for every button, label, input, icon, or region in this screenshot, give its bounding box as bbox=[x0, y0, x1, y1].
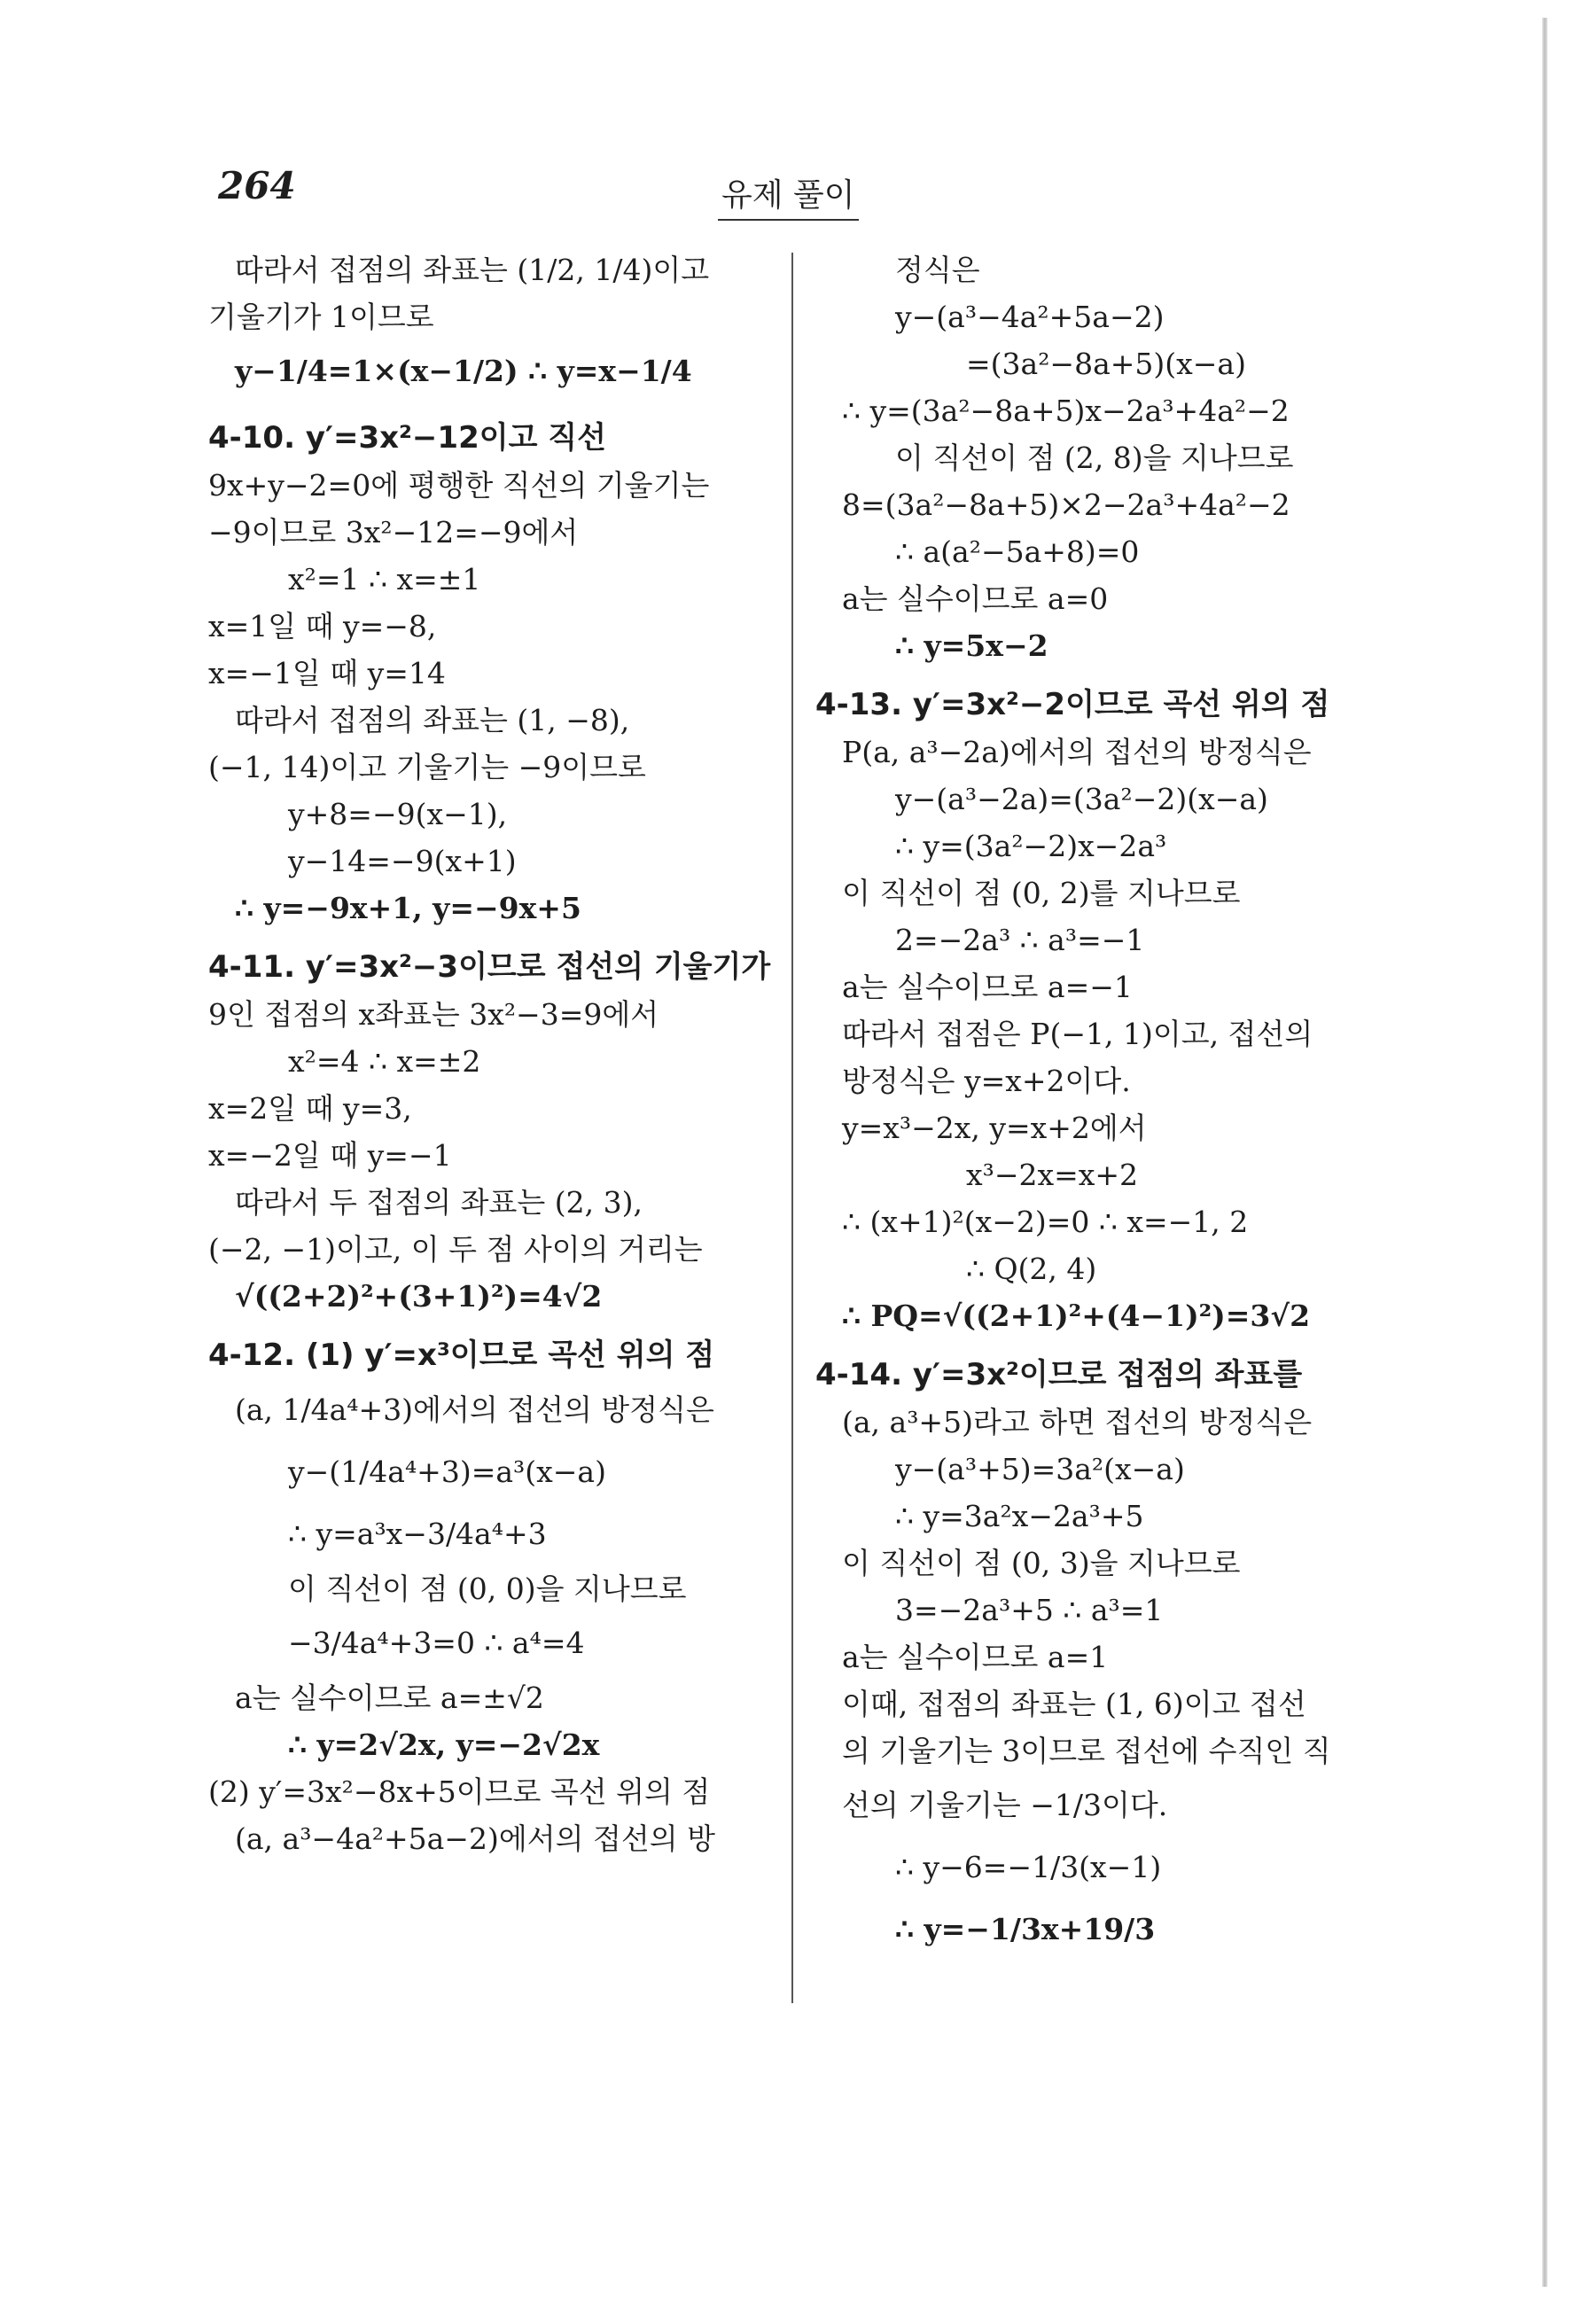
solution-line: ∴ y=3a²x−2a³+5 bbox=[895, 1499, 1144, 1533]
solution-line: x=2일 때 y=3, bbox=[208, 1091, 412, 1126]
problem-heading: 4-13. y′=3x²−2이므로 곡선 위의 점 bbox=[815, 687, 1330, 722]
problem-gap bbox=[208, 932, 776, 944]
solution-line: 선의 기울기는 −1/3이다. bbox=[842, 1788, 1168, 1822]
answer-line: y−1/4=1×(x−1/2) ∴ y=x−1/4 bbox=[235, 354, 692, 388]
problem-gap bbox=[815, 669, 1391, 682]
left-column bbox=[208, 246, 776, 1862]
solution-line: y−14=−9(x+1) bbox=[288, 844, 517, 878]
solution-line: 8=(3a²−8a+5)×2−2a³+4a²−2 bbox=[842, 487, 1290, 522]
solution-line: (2) y′=3x²−8x+5이므로 곡선 위의 점 bbox=[208, 1774, 711, 1809]
solution-line: 정식은 bbox=[895, 253, 980, 287]
solution-line: (a, 1/4a⁴+3)에서의 접선의 방정식은 bbox=[235, 1392, 714, 1427]
solution-line: 따라서 접점의 좌표는 (1/2, 1/4)이고 bbox=[235, 253, 710, 287]
solution-line: x=1일 때 y=−8, bbox=[208, 609, 437, 643]
solution-line: y=x³−2x, y=x+2에서 bbox=[842, 1111, 1147, 1145]
answer-line: ∴ y=−9x+1, y=−9x+5 bbox=[235, 891, 581, 925]
solution-line: 따라서 두 접점의 좌표는 (2, 3), bbox=[235, 1185, 643, 1220]
solution-line: 따라서 접점의 좌표는 (1, −8), bbox=[235, 703, 630, 737]
solution-line: 9인 접점의 x좌표는 3x²−3=9에서 bbox=[208, 997, 659, 1032]
solution-line: −3/4a⁴+3=0 ∴ a⁴=4 bbox=[288, 1626, 585, 1660]
solution-line: y+8=−9(x−1), bbox=[288, 797, 508, 831]
solution-line: 방정식은 y=x+2이다. bbox=[842, 1064, 1131, 1098]
solution-line: x²=4 ∴ x=±2 bbox=[288, 1044, 481, 1079]
answer-line: √((2+2)²+(3+1)²)=4√2 bbox=[235, 1279, 603, 1314]
right-column bbox=[815, 246, 1391, 1961]
answer-line: ∴ y=5x−2 bbox=[895, 628, 1048, 663]
solution-line: 9x+y−2=0에 평행한 직선의 기울기는 bbox=[208, 468, 710, 503]
solution-line: ∴ (x+1)²(x−2)=0 ∴ x=−1, 2 bbox=[842, 1205, 1249, 1239]
solution-line: y−(a³+5)=3a²(x−a) bbox=[895, 1452, 1185, 1486]
problem-heading: 4-11. y′=3x²−3이므로 접선의 기울기가 bbox=[208, 949, 771, 985]
column-divider bbox=[791, 253, 793, 2003]
solution-line: y−(a³−2a)=(3a²−2)(x−a) bbox=[895, 782, 1268, 816]
solution-line: ∴ y=a³x−3/4a⁴+3 bbox=[288, 1517, 547, 1551]
page-edge-shadow bbox=[1542, 18, 1547, 2287]
solution-line: (a, a³+5)라고 하면 접선의 방정식은 bbox=[842, 1405, 1313, 1439]
problem-gap bbox=[208, 402, 776, 415]
solution-line: 의 기울기는 3이므로 접선에 수직인 직 bbox=[842, 1734, 1331, 1768]
solution-line: y−(a³−4a²+5a−2) bbox=[895, 300, 1165, 334]
solution-line: 이 직선이 점 (2, 8)을 지나므로 bbox=[895, 441, 1294, 475]
problem-heading: 4-14. y′=3x²이므로 접점의 좌표를 bbox=[815, 1357, 1303, 1392]
problem-gap bbox=[815, 1339, 1391, 1352]
solution-line: 이 직선이 점 (0, 3)을 지나므로 bbox=[842, 1546, 1241, 1580]
solution-line: 2=−2a³ ∴ a³=−1 bbox=[895, 923, 1145, 957]
solution-line: ∴ y−6=−1/3(x−1) bbox=[895, 1850, 1162, 1884]
solution-line: x=−2일 때 y=−1 bbox=[208, 1138, 452, 1173]
solution-line: x=−1일 때 y=14 bbox=[208, 656, 446, 690]
solution-line: 3=−2a³+5 ∴ a³=1 bbox=[895, 1593, 1164, 1627]
problem-heading: 4-12. (1) y′=x³이므로 곡선 위의 점 bbox=[208, 1337, 715, 1373]
answer-line: ∴ y=−1/3x+19/3 bbox=[895, 1912, 1156, 1946]
solution-line: (−2, −1)이고, 이 두 점 사이의 거리는 bbox=[208, 1232, 703, 1267]
solution-line: x³−2x=x+2 bbox=[966, 1158, 1139, 1192]
page-header bbox=[0, 0, 1590, 222]
solution-line: 이 직선이 점 (0, 2)를 지나므로 bbox=[842, 876, 1241, 910]
solution-line: P(a, a³−2a)에서의 접선의 방정식은 bbox=[842, 735, 1312, 769]
solution-line: ∴ y=(3a²−2)x−2a³ bbox=[895, 829, 1167, 863]
solution-line: 기울기가 1이므로 bbox=[208, 300, 434, 334]
solution-line: a는 실수이므로 a=±√2 bbox=[235, 1681, 544, 1715]
problem-gap bbox=[208, 1320, 776, 1332]
solution-line: (a, a³−4a²+5a−2)에서의 접선의 방 bbox=[235, 1821, 715, 1856]
solution-line: −9이므로 3x²−12=−9에서 bbox=[208, 515, 579, 550]
solution-line: a는 실수이므로 a=−1 bbox=[842, 970, 1133, 1004]
solution-line: ∴ y=(3a²−8a+5)x−2a³+4a²−2 bbox=[842, 394, 1290, 428]
solution-line: 이때, 접점의 좌표는 (1, 6)이고 접선 bbox=[842, 1687, 1306, 1721]
solution-line: ∴ Q(2, 4) bbox=[966, 1252, 1097, 1286]
page-number: 264 bbox=[218, 164, 296, 207]
solution-line: a는 실수이므로 a=0 bbox=[842, 581, 1109, 616]
solution-line: (−1, 14)이고 기울기는 −9이므로 bbox=[208, 750, 646, 784]
solution-line: 이 직선이 점 (0, 0)을 지나므로 bbox=[288, 1571, 687, 1606]
solution-line: x²=1 ∴ x=±1 bbox=[288, 562, 481, 597]
solution-line: y−(1/4a⁴+3)=a³(x−a) bbox=[288, 1454, 606, 1489]
problem-heading: 4-10. y′=3x²−12이고 직선 bbox=[208, 420, 606, 456]
solution-line: a는 실수이므로 a=1 bbox=[842, 1640, 1109, 1674]
solution-line: ∴ a(a²−5a+8)=0 bbox=[895, 534, 1140, 569]
answer-line: ∴ PQ=√((2+1)²+(4−1)²)=3√2 bbox=[842, 1298, 1311, 1333]
running-title: 유제 풀이 bbox=[718, 170, 859, 221]
solution-line: 따라서 접점은 P(−1, 1)이고, 접선의 bbox=[842, 1017, 1313, 1051]
answer-line: ∴ y=2√2x, y=−2√2x bbox=[288, 1727, 600, 1762]
solution-line: =(3a²−8a+5)(x−a) bbox=[966, 347, 1246, 381]
